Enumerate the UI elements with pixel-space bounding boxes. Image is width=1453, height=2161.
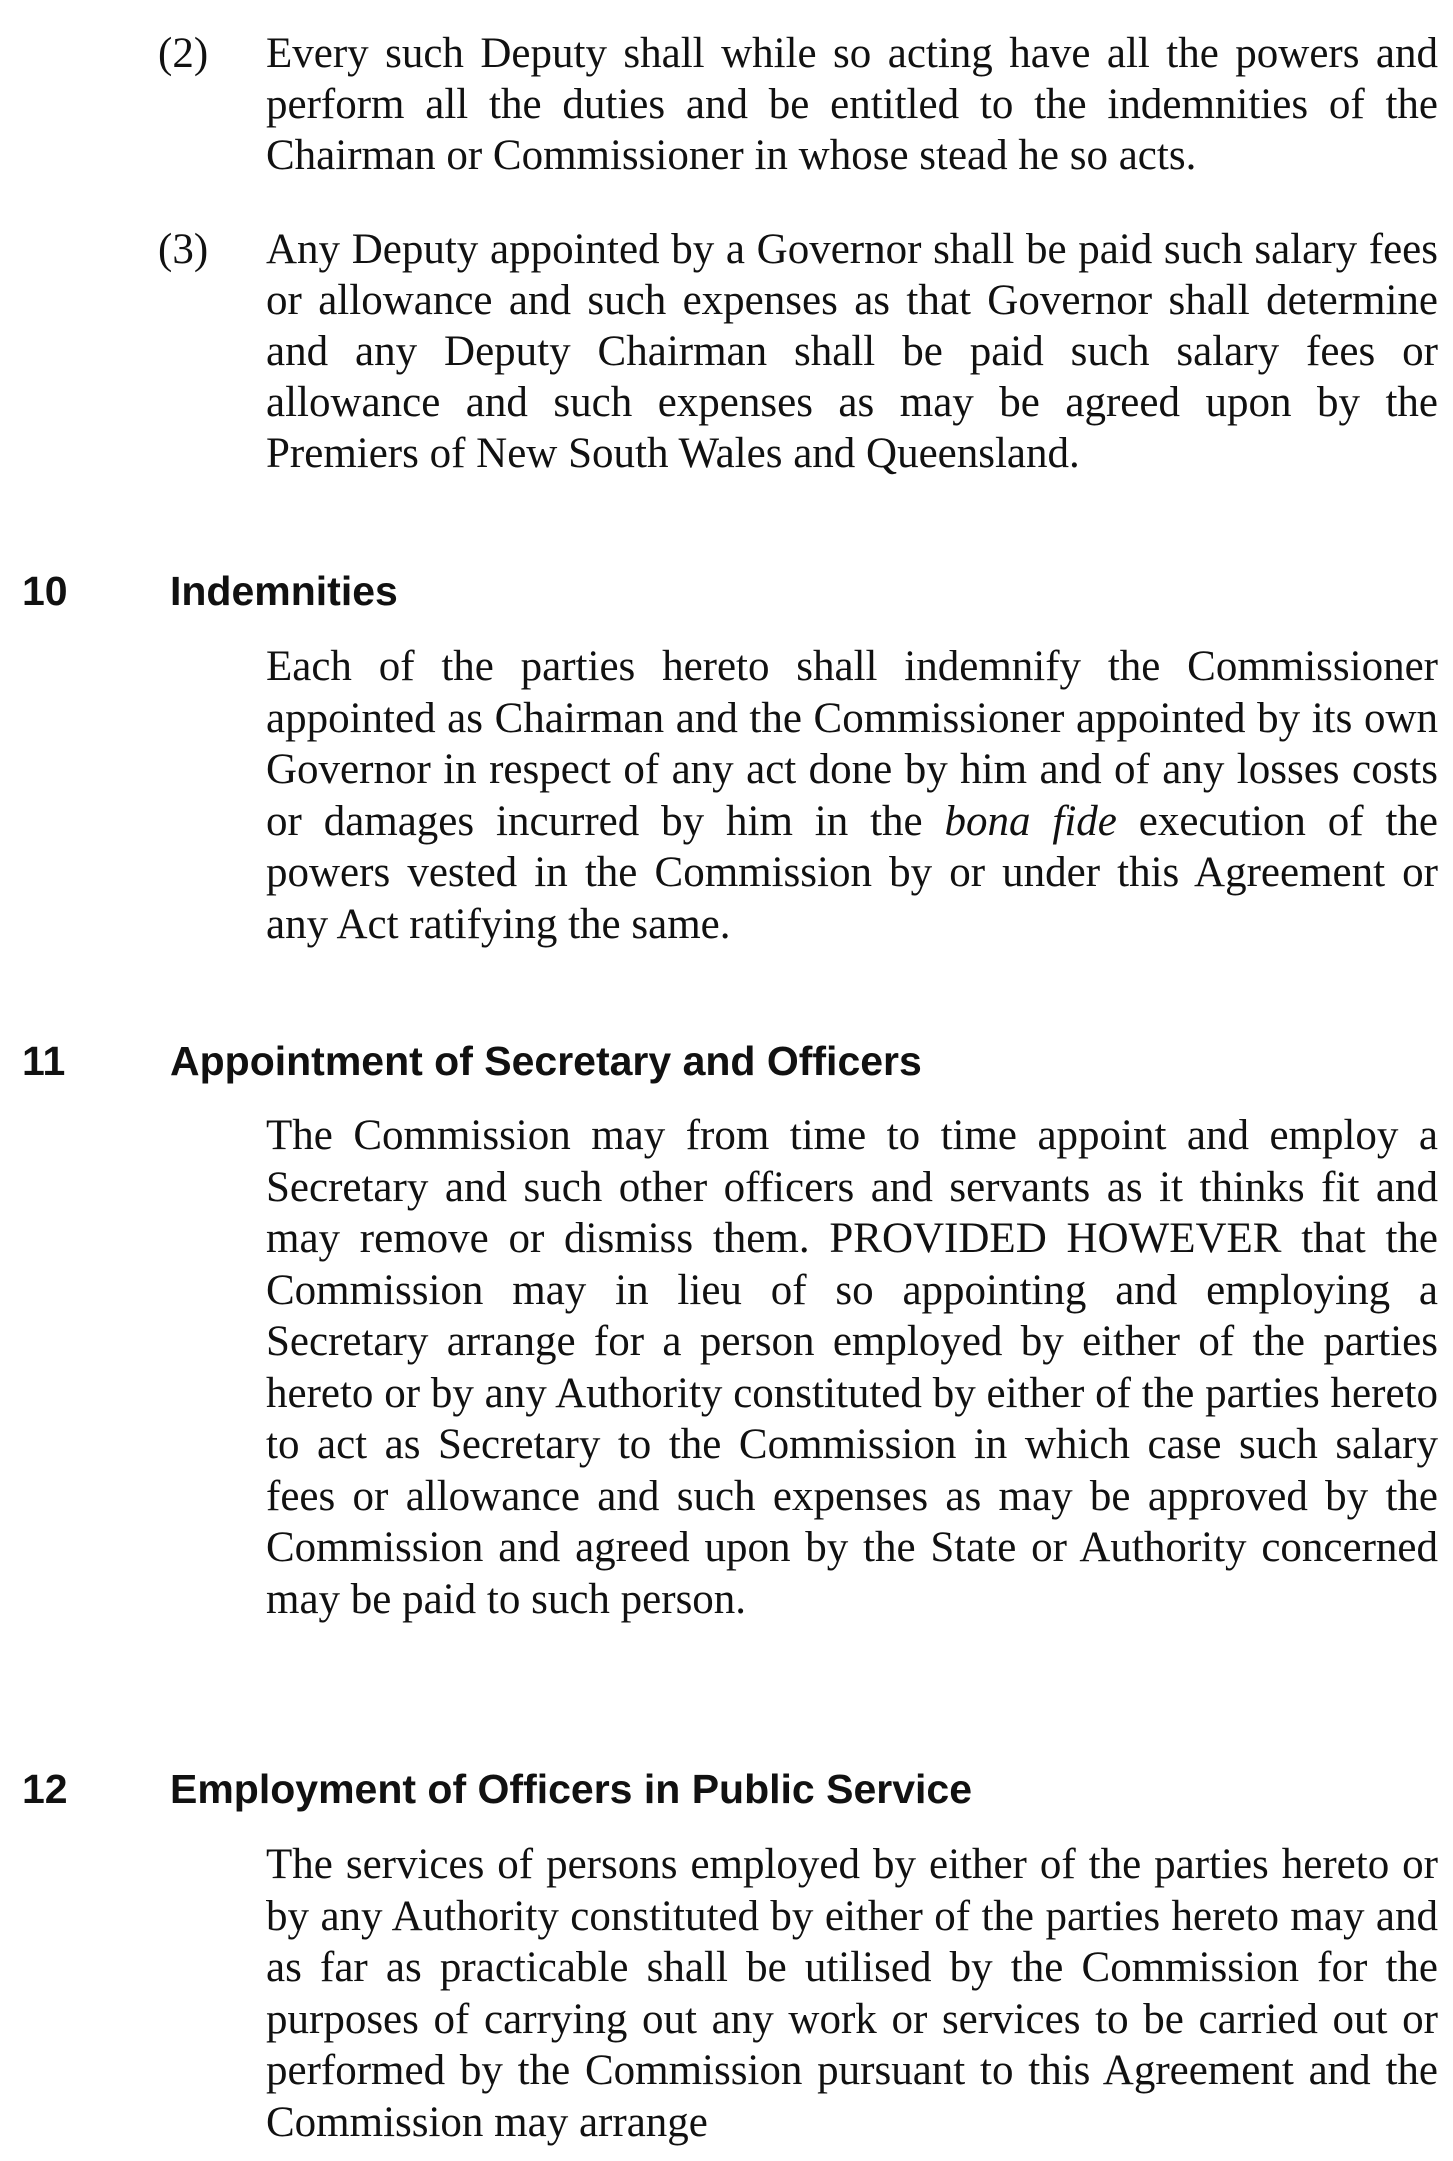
clause-10-body — [266, 641, 1438, 950]
subclause-text: Every such Deputy shall while so acting have all the powers and perform all the duties and be entitled to the indemnities of the Chairman or Commissioner in whose stead he so acts. — [266, 30, 1438, 179]
clause-12-body — [266, 1839, 1438, 2148]
clause-11-body — [266, 1110, 1438, 1625]
clause-text: The Commission may from time to time appoint and employ a Secretary and such other officers and servants as it thinks fit and may remove or dismiss them. PROVIDED HOWEVER that the Commission may in lieu of so appointing and employing a Secretary arrange for a person employed by either of the parties hereto or by any Authority constituted by either of the parties hereto to act as Secretary to the Commission in which case such salary fees or allowance and such expenses as may be approved by the Commission and agreed upon by the State or Authority concerned may be paid to such person. — [266, 1112, 1438, 1623]
clause-text: execution of the powers vested in the Commission by or under this Agreement or any Act ratifying the same. — [266, 797, 1438, 948]
subclause-2 — [158, 28, 1438, 181]
clause-number: 12 — [22, 1766, 68, 1812]
subclause-text: Any Deputy appointed by a Governor shall be paid such salary fees or allowance and such expenses as that Governor shall determine and any Deputy Chairman shall be paid such salary fees or allowance and such expenses as may be agreed upon by the Premiers of New South Wales and Queensland. — [266, 226, 1438, 477]
clause-text: The services of persons employed by either of the parties hereto or by any Authority constituted by either of the parties hereto may and as far as practicable shall be utilised by the Commission for the purposes of carrying out any work or services to be carried out or performed by the Commission pursuant to this Agreement and the Commission may arrange — [266, 1841, 1438, 2146]
clause-title: Indemnities — [170, 568, 398, 614]
subclause-3 — [158, 224, 1438, 479]
clause-12-heading — [22, 1764, 1442, 1814]
clause-number: 10 — [22, 568, 68, 614]
subclause-number: (3) — [158, 226, 209, 273]
clause-text-italic: bona fide — [944, 797, 1117, 845]
clause-text: Each of the parties hereto shall indemnify the Commissioner appointed as Chairman and the Commissioner appointed by its own Governor in respect of any act done by him and of any losses costs or damages incurred by him in the — [266, 643, 1438, 845]
clause-title: Appointment of Secretary and Officers — [170, 1038, 922, 1084]
clause-number: 11 — [22, 1038, 66, 1084]
clause-11-heading — [22, 1036, 1442, 1086]
clause-10-heading — [22, 566, 1442, 616]
clause-title: Employment of Officers in Public Service — [170, 1766, 973, 1812]
subclause-number: (2) — [158, 30, 209, 77]
